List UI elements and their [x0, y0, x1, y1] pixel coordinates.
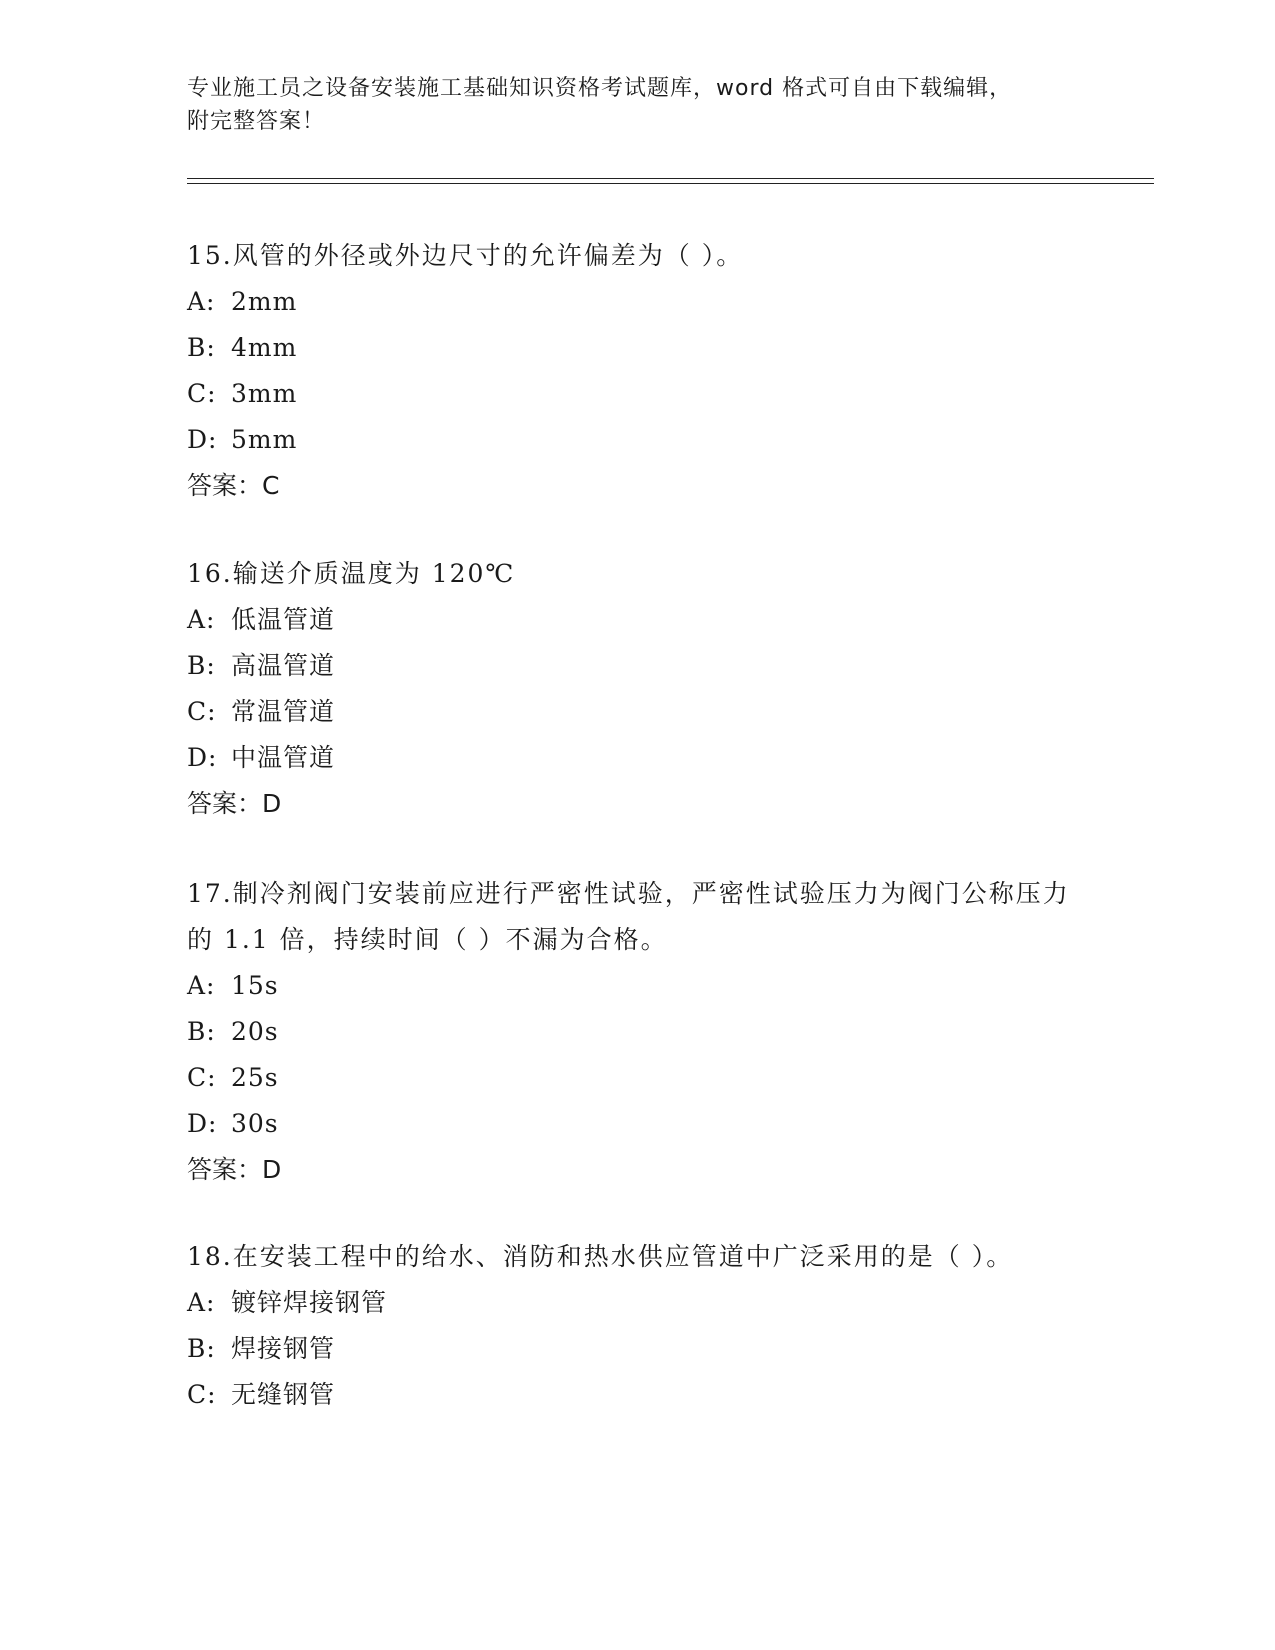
- question-number: 17.: [187, 879, 233, 908]
- option-text: 无缝钢管: [231, 1380, 336, 1409]
- option-text: 30s: [231, 1109, 279, 1138]
- option-c: [187, 1372, 1087, 1418]
- option-b: [187, 643, 1087, 689]
- option-text: 高温管道: [231, 651, 336, 680]
- document-header: [187, 72, 1087, 138]
- answer: 答案：D: [187, 789, 282, 818]
- question-number: 16.: [187, 559, 233, 588]
- option-text: 焊接钢管: [231, 1334, 336, 1363]
- option-key: C:: [187, 697, 217, 726]
- option-text: 中温管道: [231, 743, 336, 772]
- option-key: A:: [187, 287, 216, 316]
- option-key: D:: [187, 425, 218, 454]
- question-16: [187, 551, 1087, 827]
- option-text: 低温管道: [231, 605, 336, 634]
- option-text: 常温管道: [231, 697, 336, 726]
- option-c: [187, 371, 1087, 417]
- option-d: [187, 417, 1087, 463]
- question-text: 输送介质温度为 120℃: [232, 559, 516, 588]
- option-key: C:: [187, 1380, 217, 1409]
- header-line-1: 专业施工员之设备安装施工基础知识资格考试题库，word 格式可自由下载编辑，: [187, 76, 1013, 101]
- option-key: D:: [187, 1109, 218, 1138]
- option-key: C:: [187, 379, 217, 408]
- option-key: B:: [187, 1017, 216, 1046]
- question-text: 在安装工程中的给水、消防和热水供应管道中广泛采用的是（ ）。: [232, 1242, 1014, 1271]
- option-key: D:: [187, 743, 218, 772]
- option-a: [187, 597, 1087, 643]
- question-number: 18.: [187, 1242, 233, 1271]
- option-b: [187, 1326, 1087, 1372]
- option-key: B:: [187, 333, 216, 362]
- option-key: B:: [187, 1334, 216, 1363]
- option-text: 15s: [231, 971, 279, 1000]
- option-text: 25s: [231, 1063, 279, 1092]
- option-b: [187, 1009, 1087, 1055]
- question-17: [187, 871, 1087, 1193]
- option-key: C:: [187, 1063, 217, 1092]
- question-title: [187, 233, 1087, 279]
- header-rule-bottom: [187, 183, 1154, 184]
- option-key: A:: [187, 605, 216, 634]
- answer: 答案：D: [187, 1155, 282, 1184]
- option-text: 镀锌焊接钢管: [231, 1288, 388, 1317]
- option-c: [187, 1055, 1087, 1101]
- option-a: [187, 279, 1087, 325]
- option-c: [187, 689, 1087, 735]
- question-text: 风管的外径或外边尺寸的允许偏差为（ ）。: [232, 241, 744, 270]
- question-number: 15.: [187, 241, 233, 270]
- answer: 答案：C: [187, 471, 280, 500]
- option-a: [187, 1280, 1087, 1326]
- question-text: 制冷剂阀门安装前应进行严密性试验，严密性试验压力为阀门公称压力的 1.1 倍，持续时间（ ）不漏为合格。: [187, 879, 1070, 954]
- option-d: [187, 1101, 1087, 1147]
- option-b: [187, 325, 1087, 371]
- option-key: A:: [187, 1288, 216, 1317]
- option-text: 4mm: [231, 333, 298, 362]
- question-title: [187, 1234, 1087, 1280]
- header-rule-top: [187, 178, 1154, 179]
- question-15: [187, 233, 1087, 509]
- question-18: [187, 1234, 1087, 1418]
- question-title: [187, 551, 1087, 597]
- option-text: 2mm: [231, 287, 298, 316]
- option-key: B:: [187, 651, 216, 680]
- option-d: [187, 735, 1087, 781]
- option-key: A:: [187, 971, 216, 1000]
- option-text: 5mm: [231, 425, 298, 454]
- header-line-2: 附完整答案！: [187, 109, 326, 134]
- question-title: [187, 871, 1087, 963]
- option-text: 3mm: [231, 379, 298, 408]
- option-text: 20s: [231, 1017, 279, 1046]
- option-a: [187, 963, 1087, 1009]
